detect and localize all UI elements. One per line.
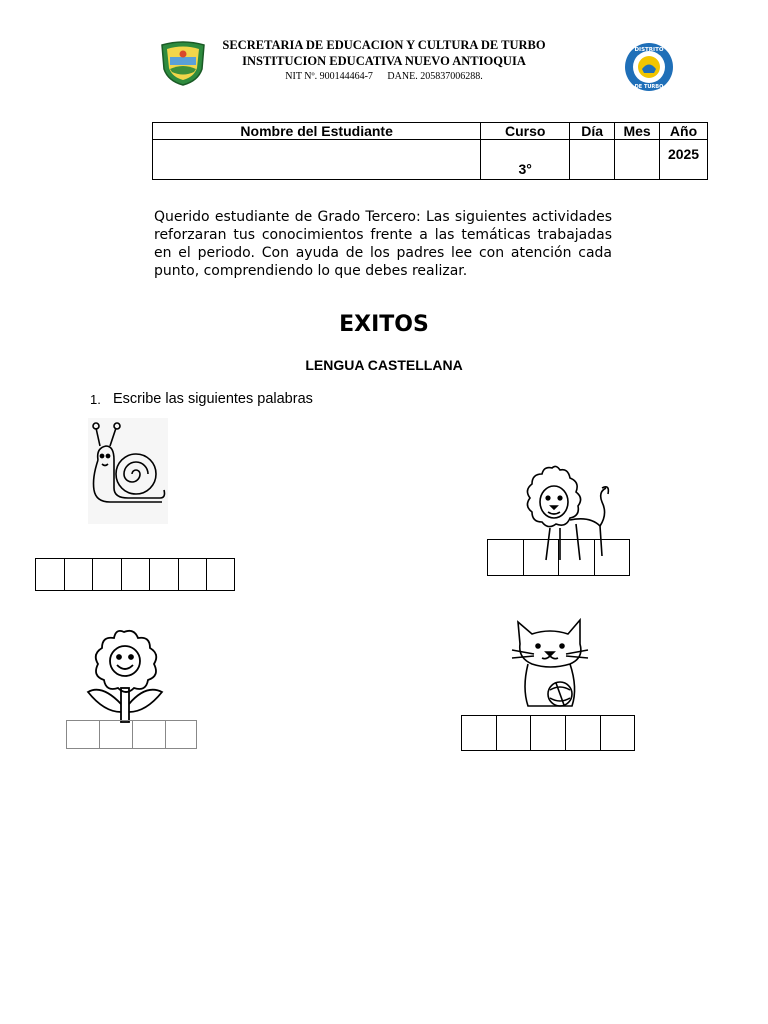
letter-box[interactable] [558,539,594,576]
letter-box[interactable] [35,558,64,591]
question-text: Escribe las siguientes palabras [113,391,313,407]
student-info-table [152,122,708,180]
header-mes: Mes [615,123,660,140]
flower-image [84,626,166,724]
letter-box[interactable] [92,558,121,591]
table-header-row [153,123,708,140]
dane-number: DANE. 205837006288. [387,71,483,82]
cat-image [510,618,592,710]
curso-value: 3° [481,140,570,180]
table-row [153,140,708,180]
letter-box[interactable] [496,715,530,751]
distrito-turbo-seal [624,42,674,92]
letter-box[interactable] [149,558,178,591]
letter-box[interactable] [121,558,149,591]
header-ano: Año [660,123,708,140]
dia-field[interactable] [570,140,615,180]
page-title: EXITOS [339,312,429,337]
letter-box[interactable] [594,539,630,576]
letter-box[interactable] [530,715,565,751]
svg-text:DISTRITO: DISTRITO [634,47,664,53]
snail-image [88,418,168,524]
header-secretaria: SECRETARIA DE EDUCACION Y CULTURA DE TURBO [222,38,546,52]
ano-value: 2025 [660,140,708,180]
letter-box[interactable] [206,558,235,591]
snail-letter-boxes[interactable] [35,558,235,591]
letter-box[interactable] [64,558,92,591]
header-dia: Día [570,123,615,140]
flower-letter-boxes[interactable] [66,720,197,749]
cat-letter-boxes[interactable] [461,715,635,751]
letter-box[interactable] [600,715,635,751]
letter-box[interactable] [66,720,99,749]
letter-box[interactable] [487,539,523,576]
letter-box[interactable] [165,720,197,749]
letter-box[interactable] [523,539,558,576]
letter-box[interactable] [178,558,206,591]
letter-box[interactable] [461,715,496,751]
header-nombre: Nombre del Estudiante [153,123,481,140]
student-name-field[interactable] [153,140,481,180]
subject-heading: LENGUA CASTELLANA [305,357,463,373]
lion-letter-boxes[interactable] [487,539,630,576]
question-number: 1. [90,392,101,407]
header-curso: Curso [481,123,570,140]
letter-box[interactable] [132,720,165,749]
letter-box[interactable] [99,720,132,749]
svg-text:DE TURBO: DE TURBO [634,84,664,90]
mes-field[interactable] [615,140,660,180]
intro-paragraph: Querido estudiante de Grado Tercero: Las siguientes actividades reforzaran tus conocimientos frente a las temáticas trabajadas en el periodo. Con ayuda de los padres lee con atención cada punto, comprendiendo lo que debes realizar. [154,209,612,279]
nit-number: NIT Nº. 900144464-7 [285,71,373,82]
header-institucion: INSTITUCION EDUCATIVA NUEVO ANTIOQUIA [242,54,526,68]
letter-box[interactable] [565,715,600,751]
